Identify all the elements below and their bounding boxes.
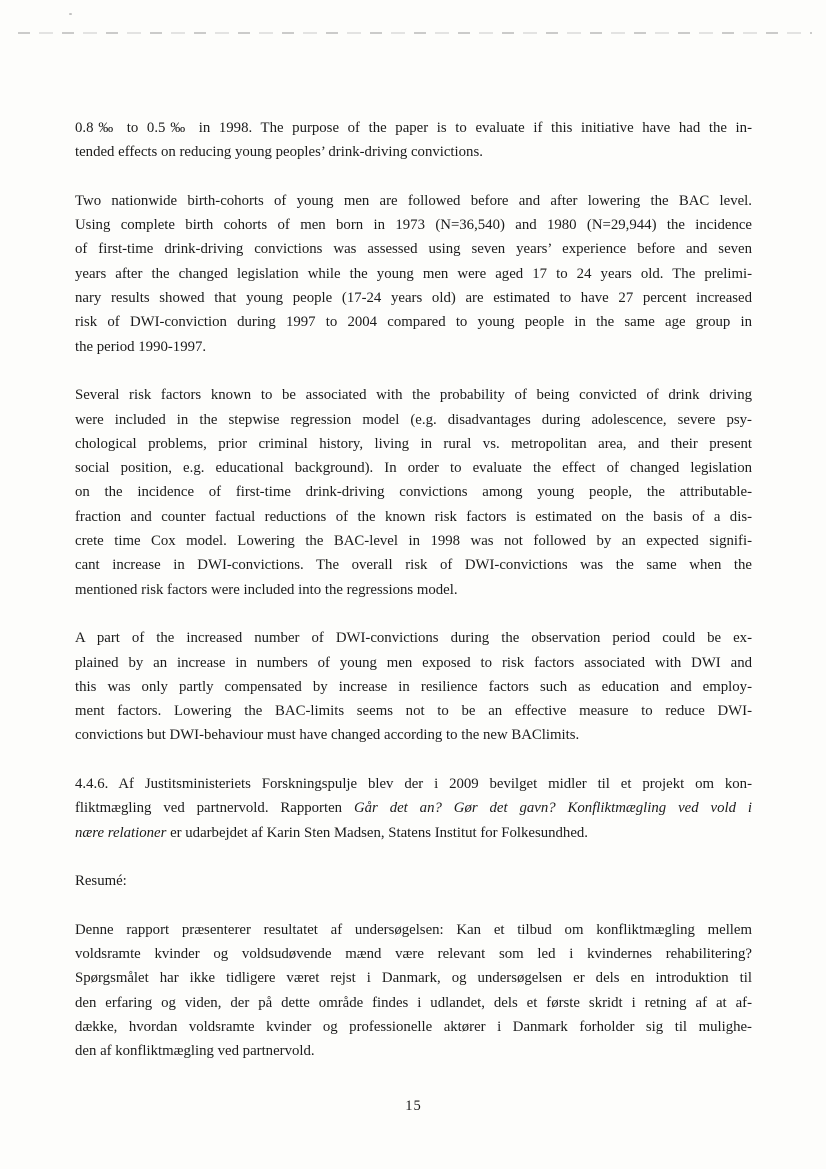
paragraph-section-4-4-6 xyxy=(75,772,752,845)
text-segment: nary results showed that young people (17-24 years old) are estimated to have 27 percent increased xyxy=(75,290,752,307)
paragraph-resume-heading xyxy=(75,869,752,893)
text-line xyxy=(75,310,752,334)
text-line xyxy=(75,505,752,529)
text-segment: den erfaring og viden, der på dette område findes i udlandet, dels et første skridt i retning af at af- xyxy=(75,994,752,1011)
text-segment: cant increase in DWI-convictions. The overall risk of DWI-convictions was the same when the xyxy=(75,557,752,574)
text-line xyxy=(75,553,752,577)
text-segment: Two nationwide birth-cohorts of young men are followed before and after lowering the BAC level. xyxy=(75,192,752,209)
scan-speck xyxy=(69,13,72,15)
text-segment: were included in the stepwise regression model (e.g. disadvantages during adolescence, severe psy- xyxy=(75,411,752,428)
text-line xyxy=(75,869,752,893)
text-segment: dække, hvordan voldsramte kvinder og professionelle aktører i Danmark forholder sig til mulighe- xyxy=(75,1018,752,1035)
text-line xyxy=(75,796,752,820)
text-line xyxy=(75,116,752,140)
text-line xyxy=(75,772,752,796)
text-segment: Resumé: xyxy=(75,873,127,890)
text-line xyxy=(75,237,752,261)
text-line xyxy=(75,1039,752,1063)
text-segment: tended effects on reducing young peoples’ drink-driving convictions. xyxy=(75,144,483,161)
text-line xyxy=(75,286,752,310)
text-segment: Several risk factors known to be associated with the probability of being convicted of drink driving xyxy=(75,387,752,404)
text-segment: fraction and counter factual reductions of the known risk factors is estimated on the basis of a dis- xyxy=(75,508,752,525)
text-line xyxy=(75,578,752,602)
paragraph-cohort-study xyxy=(75,189,752,359)
text-line xyxy=(75,456,752,480)
text-segment: Denne rapport præsenterer resultatet af undersøgelsen: Kan et tilbud om konfliktmægling mellem xyxy=(75,921,752,938)
text-line xyxy=(75,262,752,286)
text-segment: the period 1990-1997. xyxy=(75,338,207,355)
paragraph-report-summary xyxy=(75,918,752,1064)
page-number: 15 xyxy=(405,1098,422,1114)
text-line xyxy=(75,189,752,213)
text-segment: 4.4.6. Af Justitsministeriets Forskningspulje blev der i 2009 bevilget midler til et projekt om kon- xyxy=(75,776,752,793)
text-line xyxy=(75,140,752,164)
text-segment: of first-time drink-driving convictions was assessed using seven years’ experience before and seven xyxy=(75,241,752,258)
text-segment: years after the changed legislation while the young men were aged 17 to 24 years old. The prelimi- xyxy=(75,265,752,282)
text-line xyxy=(75,918,752,942)
text-line xyxy=(75,383,752,407)
text-line xyxy=(75,626,752,650)
text-segment: A part of the increased number of DWI-convictions during the observation period could be ex- xyxy=(75,630,752,647)
report-title-italic: Går det an? Gør det gavn? Konfliktmægling ved vold i xyxy=(353,800,752,817)
text-segment: Using complete birth cohorts of men born in 1973 (N=36,540) and 1980 (N=29,944) the incidence xyxy=(75,217,752,234)
report-title-italic: nære relationer xyxy=(75,824,167,841)
text-line xyxy=(75,480,752,504)
text-line xyxy=(75,821,752,845)
text-segment: on the incidence of first-time drink-driving convictions among young people, the attributable- xyxy=(75,484,752,501)
text-line xyxy=(75,1015,752,1039)
text-line xyxy=(75,991,752,1015)
text-segment: ment factors. Lowering the BAC-limits seems not to be an effective measure to reduce DWI- xyxy=(75,703,752,720)
text-segment: chological problems, prior criminal history, living in rural vs. metropolitan area, and their present xyxy=(75,435,752,452)
text-segment: den af konfliktmægling ved partnervold. xyxy=(75,1043,315,1060)
text-segment: Spørgsmålet har ikke tidligere været rejst i Danmark, og undersøgelsen er dels en introduktion til xyxy=(75,970,752,987)
text-line xyxy=(75,675,752,699)
text-segment: fliktmægling ved partnervold. Rapporten xyxy=(75,800,354,817)
text-line xyxy=(75,432,752,456)
text-line xyxy=(75,699,752,723)
text-segment: crete time Cox model. Lowering the BAC-level in 1998 was not followed by an expected signifi- xyxy=(75,533,752,550)
text-segment: convictions but DWI-behaviour must have changed according to the new BAClimits. xyxy=(75,727,580,744)
text-segment: voldsramte kvinder og voldsudøvende mænd være relevant som led i kvindernes rehabilitering? xyxy=(75,946,752,963)
document-text-block xyxy=(75,116,752,1088)
text-line xyxy=(75,966,752,990)
paragraph-abstract-continuation xyxy=(75,116,752,165)
paragraph-conclusion xyxy=(75,626,752,747)
text-segment: this was only partly compensated by increase in resilience factors such as education and employ- xyxy=(75,678,752,695)
text-line xyxy=(75,335,752,359)
text-segment: risk of DWI-conviction during 1997 to 2004 compared to young people in the same age group in xyxy=(75,314,752,331)
text-line xyxy=(75,942,752,966)
text-line xyxy=(75,529,752,553)
text-line xyxy=(75,651,752,675)
text-segment: 0.8‰ to 0.5‰ in 1998. The purpose of the paper is to evaluate if this initiative have had the in- xyxy=(75,120,752,136)
text-segment: plained by an increase in numbers of young men exposed to risk factors associated with DWI and xyxy=(75,654,752,671)
text-segment: mentioned risk factors were included into the regressions model. xyxy=(75,581,458,598)
text-line xyxy=(75,213,752,237)
text-segment: social position, e.g. educational background). In order to evaluate the effect of changed legislation xyxy=(75,460,752,477)
scan-artifact-dashed-line xyxy=(18,32,812,34)
text-segment: er udarbejdet af Karin Sten Madsen, Statens Institut for Folkesundhed. xyxy=(166,824,588,841)
paragraph-risk-factors xyxy=(75,383,752,602)
text-line xyxy=(75,408,752,432)
text-line xyxy=(75,723,752,747)
